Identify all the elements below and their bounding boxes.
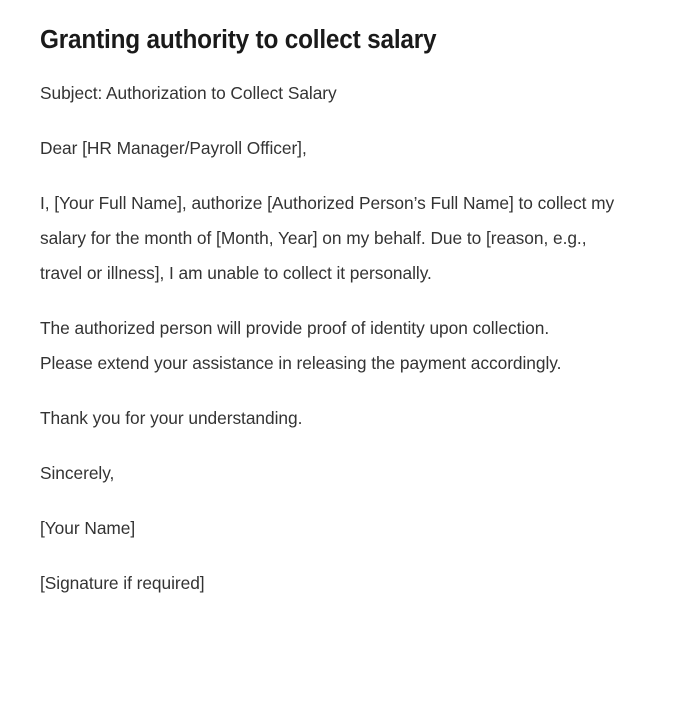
page-title: Granting authority to collect salary bbox=[40, 26, 437, 54]
letter-body bbox=[40, 76, 628, 601]
thanks-line: Thank you for your understanding. bbox=[40, 408, 303, 428]
letter-document bbox=[40, 0, 628, 601]
signature-line: [Signature if required] bbox=[40, 573, 205, 593]
sender-name: [Your Name] bbox=[40, 518, 136, 538]
salutation: Dear [HR Manager/Payroll Officer], bbox=[40, 138, 307, 158]
identity-proof-statement: The authorized person will provide proof of identity upon collection. Please extend your assistance in releasing the payment accordingly. bbox=[40, 318, 562, 373]
subject-line: Subject: Authorization to Collect Salary bbox=[40, 83, 337, 103]
closing: Sincerely, bbox=[40, 463, 115, 483]
authorization-statement: I, [Your Full Name], authorize [Authorized Person’s Full Name] to collect my salary for the month of [Month, Year] on my behalf. Due to [reason, e.g., travel or illness], I am unable to collect it personally. bbox=[40, 193, 615, 283]
